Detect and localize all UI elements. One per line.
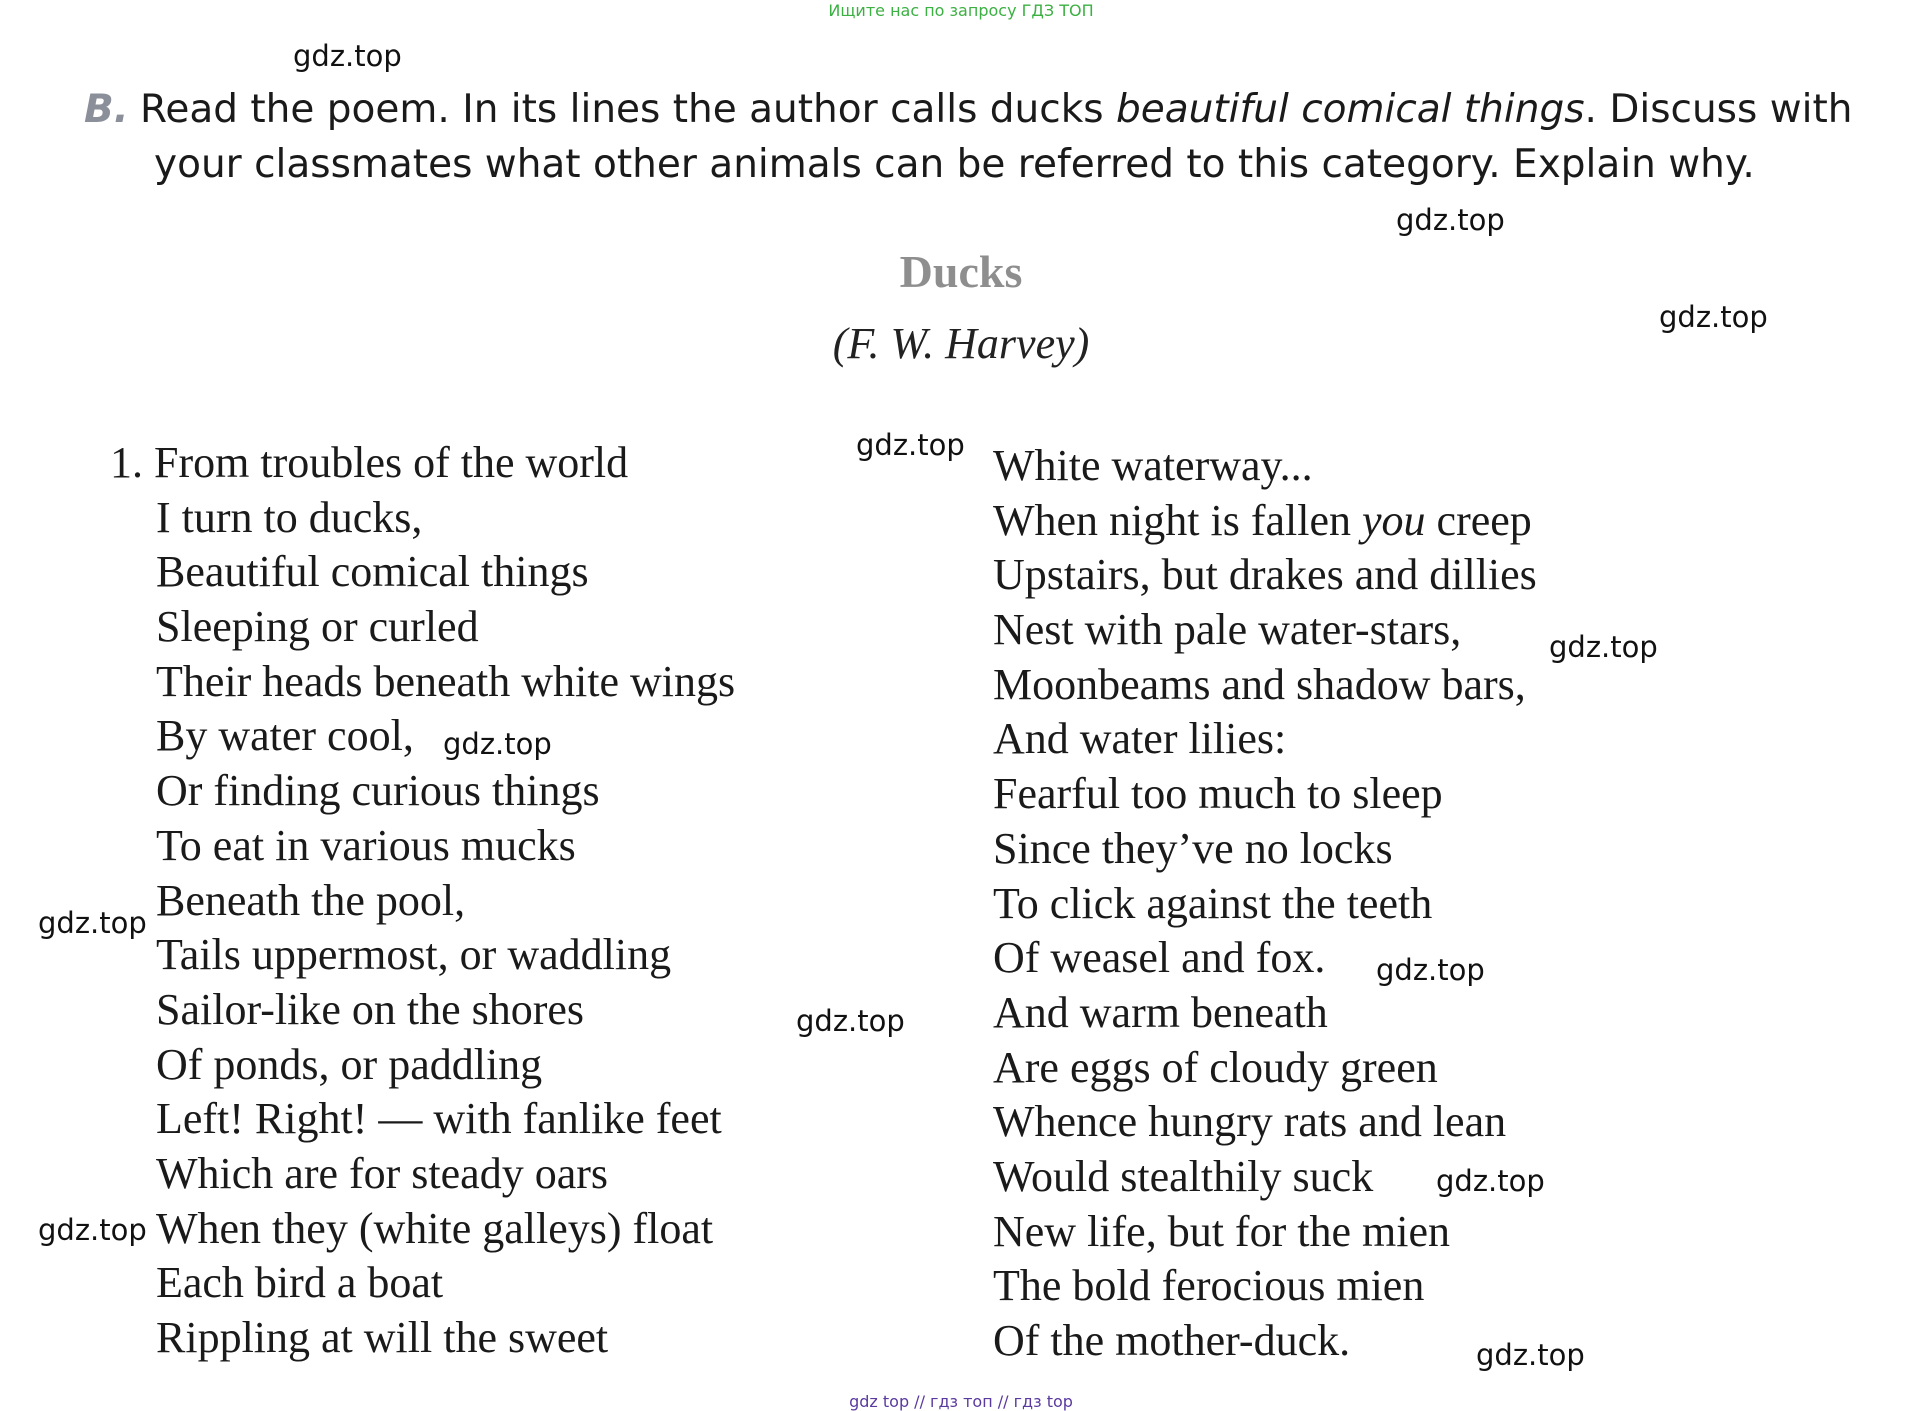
poem-line: Each bird a boat xyxy=(156,1258,444,1308)
task-text-b: . Discuss with xyxy=(1584,87,1853,132)
poem-line: Fearful too much to sleep xyxy=(993,769,1443,819)
poem-line: Tails uppermost, or waddling xyxy=(156,930,672,980)
poem-line-part: creep xyxy=(1425,495,1532,545)
poem-line: Upstairs, but drakes and dillies xyxy=(993,550,1537,600)
watermark: gdz.top xyxy=(293,39,402,73)
poem-line: When they (white galleys) float xyxy=(156,1203,714,1253)
poem-line: Rippling at will the sweet xyxy=(156,1313,609,1362)
poem-line: To click against the teeth xyxy=(993,878,1433,928)
poem-line: The bold ferocious mien xyxy=(993,1261,1425,1311)
task-letter: B. xyxy=(84,87,129,132)
poem-line: Are eggs of cloudy green xyxy=(993,1042,1438,1092)
footer-note: gdz top // гдз топ // гдз top xyxy=(849,1392,1073,1411)
task-line-2: your classmates what other animals can be referred to this category. Explain why. xyxy=(154,142,1755,187)
poem-line: Since they’ve no locks xyxy=(993,823,1393,873)
poem-line: Of the mother-duck. xyxy=(993,1316,1351,1365)
poem-line: Or finding curious things xyxy=(156,766,600,816)
watermark: gdz.top xyxy=(38,906,147,940)
poem-line: And water lilies: xyxy=(993,714,1287,764)
poem-italic-word: you xyxy=(1362,495,1426,545)
poem-right-column xyxy=(993,439,1537,1369)
poem-line: White waterway... xyxy=(993,441,1313,490)
poem-line: Sailor-like on the shores xyxy=(156,984,585,1034)
watermark: gdz.top xyxy=(1396,203,1505,237)
poem-line: Of ponds, or paddling xyxy=(156,1039,543,1089)
watermark: gdz.top xyxy=(443,727,552,761)
poem-line: Of weasel and fox. xyxy=(993,933,1326,983)
poem-line xyxy=(993,494,1537,549)
poem-line: Nest with pale water-stars, xyxy=(993,605,1462,655)
poem-line: Beneath the pool, xyxy=(156,875,466,925)
watermark: gdz.top xyxy=(1436,1164,1545,1198)
task-line-1 xyxy=(140,82,1852,137)
poem-line: Which are for steady oars xyxy=(156,1148,609,1198)
poem-line: 1. From troubles of the world xyxy=(110,438,629,487)
poem-line: Left! Right! — with fanlike feet xyxy=(156,1094,722,1144)
poem-title: Ducks xyxy=(899,246,1023,297)
poem-line: Their heads beneath white wings xyxy=(156,656,736,706)
poem-author: (F. W. Harvey) xyxy=(832,319,1090,368)
watermark: gdz.top xyxy=(796,1004,905,1038)
task-italic-phrase: beautiful comical things xyxy=(1116,87,1585,132)
watermark: gdz.top xyxy=(38,1213,147,1247)
watermark: gdz.top xyxy=(856,428,965,462)
poem-line: I turn to ducks, xyxy=(156,492,423,542)
poem-line: And warm beneath xyxy=(993,987,1328,1037)
watermark: gdz.top xyxy=(1376,953,1485,987)
task-text-a: Read the poem. In its lines the author calls ducks xyxy=(140,87,1117,132)
poem-line: Beautiful comical things xyxy=(156,547,589,597)
watermark: gdz.top xyxy=(1476,1338,1585,1372)
poem-line-part: When night is fallen xyxy=(993,495,1363,545)
poem-line: New life, but for the mien xyxy=(993,1206,1450,1256)
poem-left-column xyxy=(110,436,735,1366)
poem-line: By water cool, xyxy=(156,711,414,761)
poem-line: To eat in various mucks xyxy=(156,820,576,870)
poem-line: Whence hungry rats and lean xyxy=(993,1097,1507,1147)
poem-line: Would stealthily suck xyxy=(993,1151,1374,1201)
poem-line: Moonbeams and shadow bars, xyxy=(993,659,1526,709)
poem-line: Sleeping or curled xyxy=(156,602,479,652)
watermark: gdz.top xyxy=(1549,630,1658,664)
search-hint: Ищите нас по запросу ГДЗ ТОП xyxy=(828,1,1094,20)
watermark: gdz.top xyxy=(1659,300,1768,334)
